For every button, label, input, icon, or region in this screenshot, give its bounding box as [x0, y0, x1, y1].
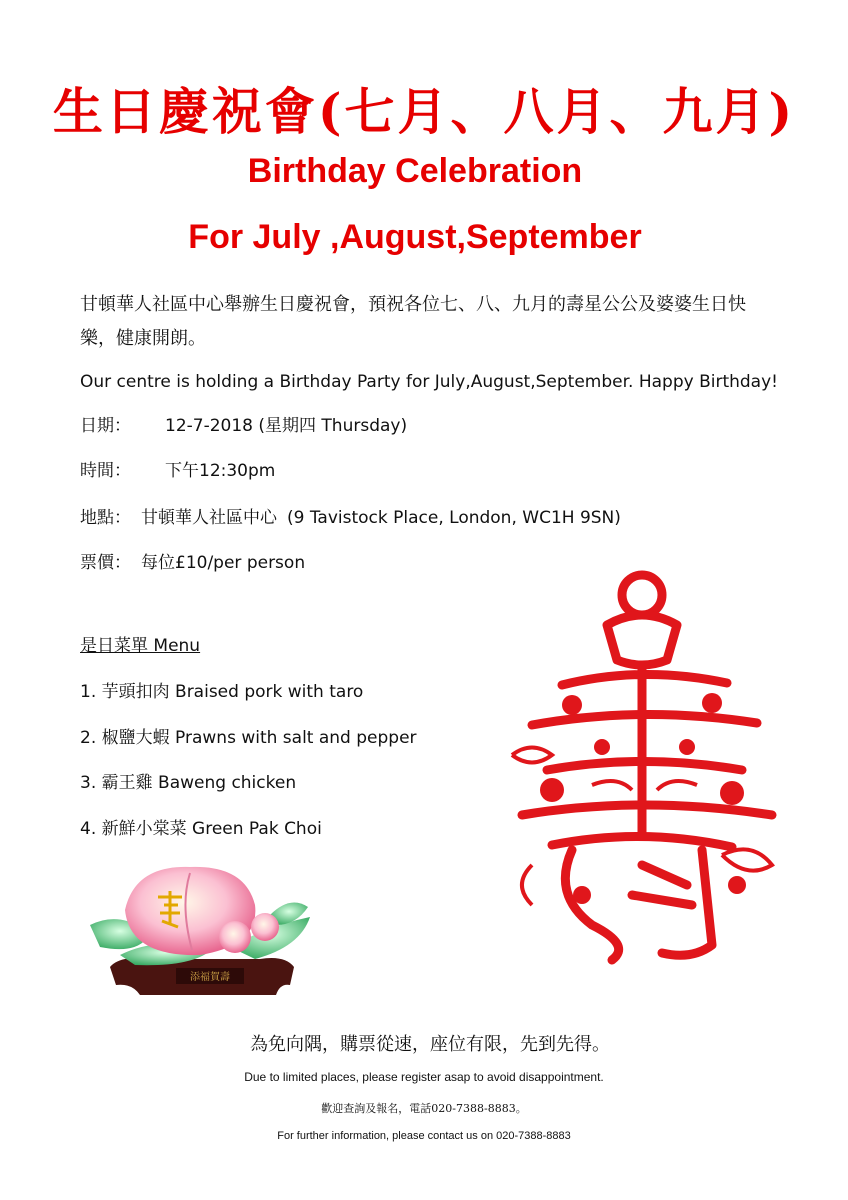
contact-chinese: 歡迎查詢及報名，電話020-7388-8883。 [321, 1102, 527, 1115]
time-label: 時間： [80, 461, 131, 481]
page-title-english: Birthday Celebration [247, 152, 583, 190]
footer-notice-english: Due to limited places, please register asap to avoid disappointment. [244, 1070, 604, 1084]
date-value: 12-7-2018 (星期四 Thursday) [165, 416, 408, 436]
time-row [80, 456, 275, 481]
venue-chinese: 甘頓華人社區中心 [141, 508, 277, 528]
date-row [80, 411, 407, 436]
contact-english: For further information, please contact us on 020-7388-8883 [277, 1130, 571, 1142]
menu-item: 1. 芋頭扣肉 Braised pork with taro [80, 682, 364, 702]
red-papercut-longevity-image [492, 565, 782, 965]
time-value: 下午12:30pm [165, 461, 276, 481]
price-label: 票價： [80, 553, 131, 573]
menu-title: 是日菜單 Menu [80, 636, 201, 656]
menu-item: 2. 椒鹽大蝦 Prawns with salt and pepper [80, 728, 417, 748]
price-row [80, 548, 305, 573]
venue-label: 地點： [80, 508, 131, 528]
intro-english: Our centre is holding a Birthday Party for July,August,September. Happy Birthday! [80, 372, 778, 392]
page-title-chinese: 生日慶祝會(七月、八月、九月) [52, 82, 796, 141]
price-value: 每位£10/per person [141, 553, 306, 573]
footer-notice-chinese: 為免向隅，購票從速，座位有限，先到先得。 [250, 1034, 610, 1055]
menu-item: 3. 霸王雞 Baweng chicken [80, 773, 297, 793]
plaque-text: 添福賀壽 [190, 972, 230, 983]
date-label: 日期： [80, 416, 131, 436]
venue-row [80, 503, 621, 528]
longevity-peach-image [80, 855, 320, 1005]
intro-chinese: 甘頓華人社區中心舉辦生日慶祝會，預祝各位七、八、九月的壽星公公及婆婆生日快樂，健康開朗。 [80, 294, 746, 349]
venue-address: (9 Tavistock Place, London, WC1H 9SN) [287, 508, 621, 528]
menu-item: 4. 新鮮小棠菜 Green Pak Choi [80, 819, 322, 839]
page-subtitle-months: For July ,August,September [188, 218, 642, 256]
